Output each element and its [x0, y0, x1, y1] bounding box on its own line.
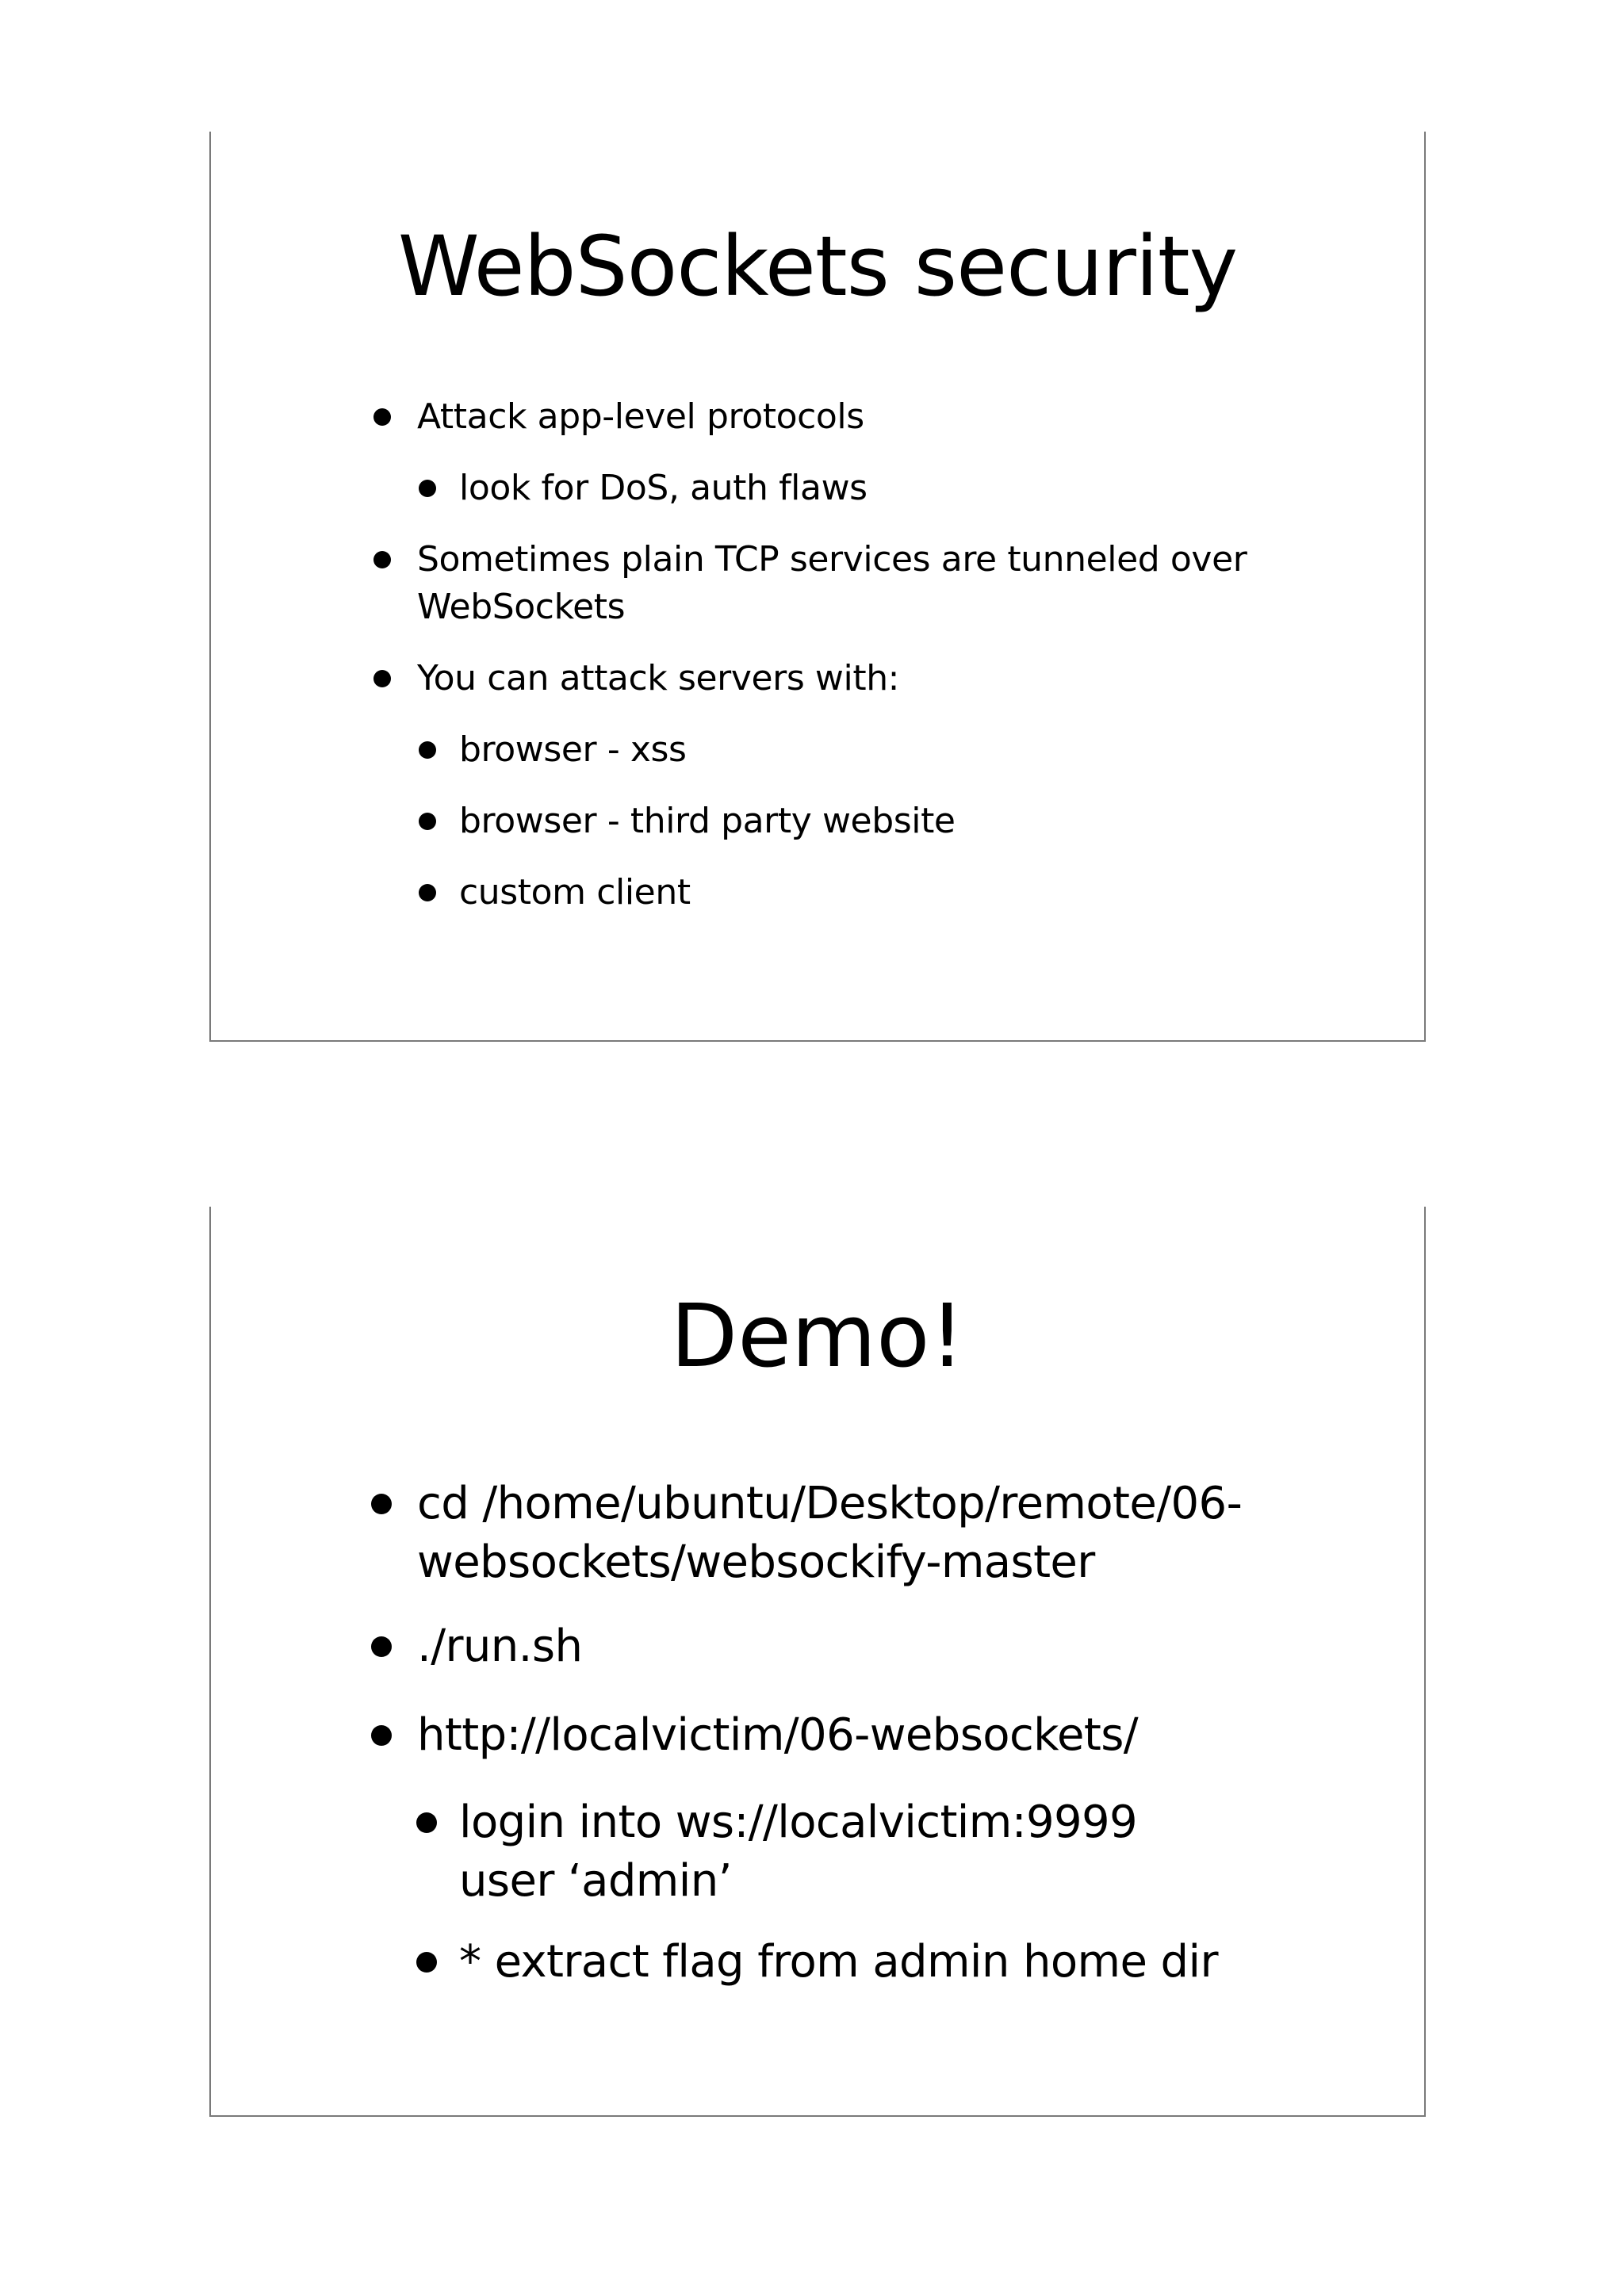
bullet-dot-icon: [373, 551, 391, 568]
bullet-dot-icon: [371, 1725, 392, 1746]
bullet-text: http://localvictim/06-websockets/: [417, 1709, 1139, 1761]
bullet-text: ./run.sh: [417, 1621, 583, 1672]
bullet-text: custom client: [459, 872, 691, 913]
bullet-dot-icon: [371, 1636, 392, 1657]
sub-bullet-item: [459, 1793, 1137, 1911]
slide-websockets-security: [209, 132, 1426, 1042]
bullet-item: [417, 1706, 1138, 1765]
bullet-text-continuation: WebSockets: [417, 587, 626, 627]
bullet-item: [417, 1475, 1242, 1592]
sub-bullet-item: [459, 798, 956, 845]
bullet-text: browser - xss: [459, 729, 687, 770]
bullet-text: browser - third party website: [459, 801, 956, 841]
bullet-text-continuation: websockets/websockify-master: [417, 1536, 1095, 1588]
bullet-text: * extract flag from admin home dir: [459, 1936, 1218, 1988]
bullet-text-continuation: user ‘admin’: [459, 1855, 732, 1907]
bullet-dot-icon: [373, 408, 391, 426]
bullet-text: login into ws://localvictim:9999: [459, 1797, 1138, 1848]
slide-title: WebSockets security: [397, 218, 1238, 315]
bullet-text: You can attack servers with:: [417, 658, 900, 698]
bullet-text: look for DoS, auth flaws: [459, 468, 868, 508]
slide-demo: [209, 1207, 1426, 2117]
bullet-dot-icon: [419, 480, 436, 497]
bullet-dot-icon: [373, 670, 391, 687]
sub-bullet-item: [459, 1933, 1218, 1992]
bullet-item: [417, 536, 1247, 631]
bullet-dot-icon: [419, 741, 436, 759]
bullet-dot-icon: [419, 884, 436, 901]
bullet-item: [417, 1617, 582, 1676]
bullet-item: [417, 393, 864, 441]
sub-bullet-item: [459, 869, 691, 916]
bullet-item: [417, 655, 899, 702]
slide-title: Demo!: [670, 1285, 965, 1387]
sub-bullet-item: [459, 726, 687, 774]
bullet-text: cd /home/ubuntu/Desktop/remote/06-: [417, 1478, 1243, 1529]
bullet-dot-icon: [371, 1494, 392, 1514]
bullet-text: Sometimes plain TCP services are tunneled over: [417, 539, 1247, 580]
sub-bullet-item: [459, 465, 868, 512]
bullet-dot-icon: [416, 1812, 437, 1833]
bullet-dot-icon: [416, 1952, 437, 1973]
bullet-text: Attack app-level protocols: [417, 396, 864, 437]
bullet-dot-icon: [419, 813, 436, 830]
